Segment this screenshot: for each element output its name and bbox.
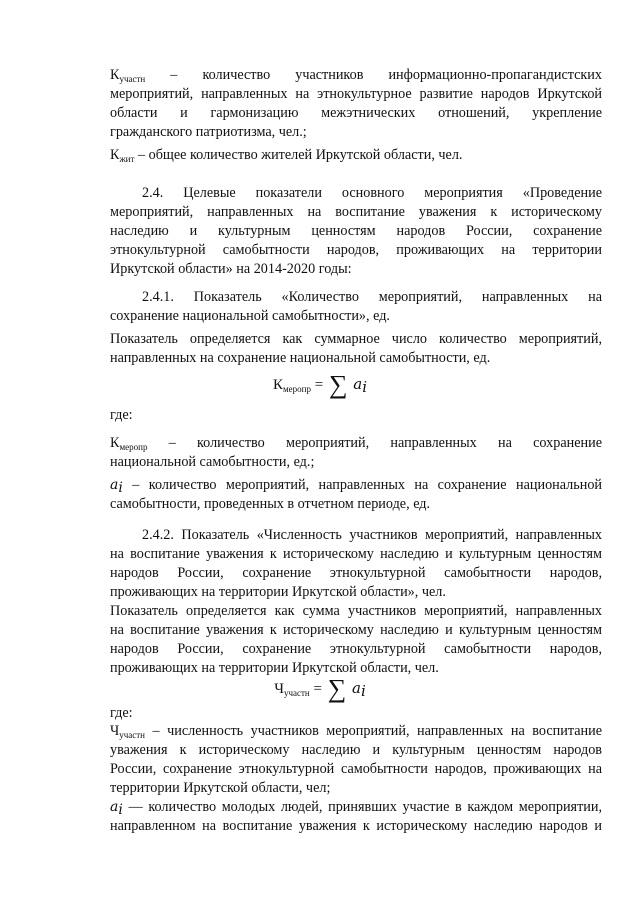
paragraph-line: народов России, сохранение этнокультурной самобытности народов, xyxy=(110,641,602,657)
paragraph-line: этнокультурной самобытности народов, проживающих на территории xyxy=(110,242,602,258)
paragraph-line: на воспитание уважения к историческому наследию и культурным ценностям xyxy=(110,546,602,562)
def-text: – количество участников информационно-пропагандистских xyxy=(145,67,602,83)
paragraph-line: сохранение национальной самобытности», ед. xyxy=(110,308,390,324)
section-2-4-2-heading xyxy=(110,526,602,602)
def-text: – количество мероприятий, направленных на сохранение национальной xyxy=(122,477,602,493)
formula-rhs-subscript: i xyxy=(362,378,368,396)
section-2-4-1-description xyxy=(110,330,602,368)
def-text: – общее количество жителей Иркутской области, чел. xyxy=(134,147,463,163)
symbol: Ч xyxy=(110,723,120,739)
sum-symbol: ∑ xyxy=(327,674,347,703)
def-text: России, сохранение этнокультурной самобытности народов, проживающих на xyxy=(110,761,602,777)
def-k-meropr xyxy=(110,434,602,472)
paragraph-line: 2.4. Целевые показатели основного мероприятия «Проведение xyxy=(142,185,602,201)
symbol: К xyxy=(110,435,120,451)
paragraph-line: проживающих на территории Иркутской области», чел. xyxy=(110,584,446,600)
paragraph-line: мероприятий, направленных на воспитание уважения к историческому xyxy=(110,204,602,220)
symbol-subscript: участн xyxy=(119,74,146,84)
formula-meropr xyxy=(0,370,640,400)
def-text: территории Иркутской области, чел; xyxy=(110,780,331,796)
def-text: — количество молодых людей, принявших участие в каждом мероприятии, xyxy=(122,799,602,815)
def-text: мероприятий, направленных на этнокультурное развитие народов Иркутской xyxy=(110,86,602,102)
formula-uchastn xyxy=(0,674,640,704)
formula-lhs: К xyxy=(272,377,283,393)
symbol: a xyxy=(110,477,119,493)
paragraph-line: Показатель определяется как суммарное число количество мероприятий, xyxy=(110,331,602,347)
def-ch-uchastn xyxy=(110,722,602,798)
def-text: самобытности, проведенных в отчетном периоде, ед. xyxy=(110,496,431,512)
def-text: – численность участников мероприятий, направленных на воспитание xyxy=(145,723,602,739)
paragraph-line: Иркутской области» на 2014-2020 годы: xyxy=(110,261,352,277)
paragraph-line: проживающих на территории Иркутской области, чел. xyxy=(110,660,439,676)
paragraph-line: 2.4.2. Показатель «Численность участников мероприятий, направленных xyxy=(142,527,602,543)
formula-rhs-subscript: i xyxy=(360,682,366,700)
symbol-subscript: меропр xyxy=(119,442,148,452)
paragraph-line: наследию и культурным ценностям народов России, сохранение xyxy=(110,223,602,239)
def-k-uchastn xyxy=(110,66,602,142)
paragraph-line: народов России, сохранение этнокультурной самобытности народов, xyxy=(110,565,602,581)
where-label: где: xyxy=(110,407,133,423)
section-2-4 xyxy=(110,184,602,279)
def-text: области и гармонизацию межэтнических отношений, укрепление xyxy=(110,105,602,121)
symbol-subscript: i xyxy=(118,480,123,496)
def-ai-2 xyxy=(110,798,602,836)
symbol: К xyxy=(110,147,120,163)
def-k-zhit xyxy=(110,146,602,165)
paragraph-line: направленных на сохранение национальной самобытности, ед. xyxy=(110,350,491,366)
def-text: гражданского патриотизма, чел.; xyxy=(110,124,307,140)
def-text: национальной самобытности, ед.; xyxy=(110,454,315,470)
section-2-4-2-description xyxy=(110,602,602,678)
formula-equals: = xyxy=(314,377,324,393)
def-text: уважения к историческому наследию и культурным ценностям народов xyxy=(110,742,602,758)
formula-lhs-subscript: меропр xyxy=(282,384,311,394)
paragraph-line: 2.4.1. Показатель «Количество мероприятий, направленных на xyxy=(142,289,602,305)
paragraph-line: на воспитание уважения к историческому наследию и культурным ценностям xyxy=(110,622,602,638)
symbol-subscript: жит xyxy=(119,154,135,164)
def-text: направленном на воспитание уважения к историческому наследию народов и xyxy=(110,818,602,834)
symbol-subscript: i xyxy=(118,802,123,818)
formula-rhs: a xyxy=(352,679,361,697)
symbol: К xyxy=(110,67,120,83)
def-ai xyxy=(110,476,602,514)
sum-symbol: ∑ xyxy=(328,370,348,399)
formula-equals: = xyxy=(313,681,322,697)
symbol: a xyxy=(110,799,119,815)
formula-lhs: Ч xyxy=(274,681,284,697)
symbol-subscript: участн xyxy=(119,730,145,740)
paragraph-line: Показатель определяется как сумма участников мероприятий, направленных xyxy=(110,603,602,619)
formula-lhs-subscript: участн xyxy=(283,688,310,698)
section-2-4-1-heading xyxy=(110,288,602,326)
def-text: – количество мероприятий, направленных на сохранение xyxy=(147,435,602,451)
where-label: где: xyxy=(110,705,133,721)
formula-rhs: a xyxy=(353,375,363,393)
